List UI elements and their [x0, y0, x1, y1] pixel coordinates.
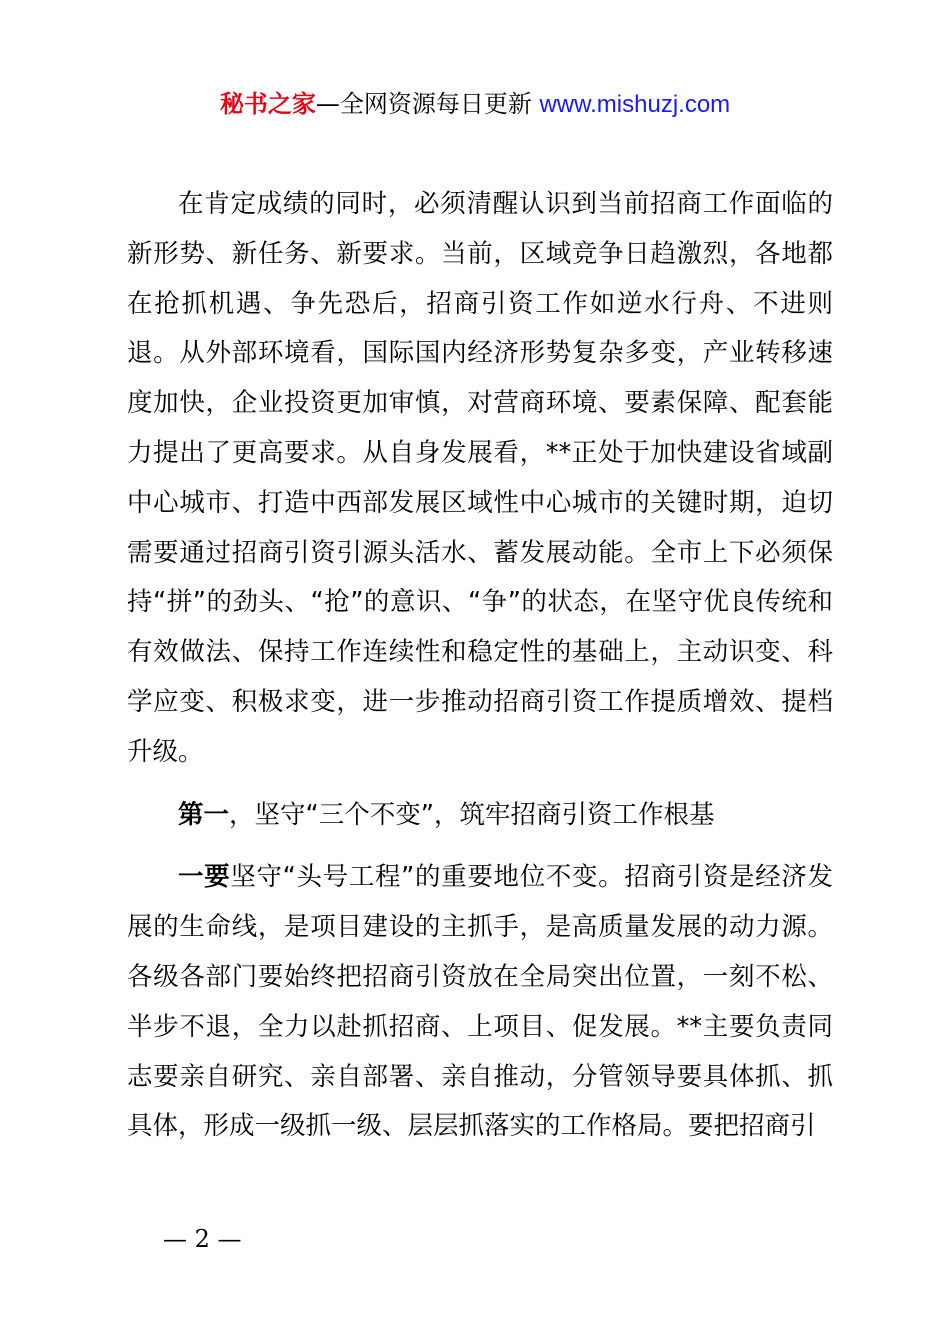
header-url-link[interactable]: www.mishuzj.com — [539, 91, 731, 118]
heading-lead: 第一 — [178, 799, 230, 830]
section-heading-first — [127, 791, 833, 841]
document-body — [127, 180, 833, 1152]
header-tagline: —全网资源每日更新 — [315, 90, 540, 118]
heading-text: ，坚守“三个不变”，筑牢招商引资工作根基 — [229, 799, 715, 830]
paragraph-text: 坚守“头号工程”的重要地位不变。招商引资是经济发展的生命线，是项目建设的主抓手，是高质量发展的动力源。各级各部门要始终把招商引资放在全局突出位置，一刻不松、半步不退，全力以赴抓招商、上项目、促发展。**主要负责同志要亲自研究、亲自部署、亲自推动，分管领导要具体抓、抓具体，形成一级抓一级、层层抓落实的工作格局。要把招商引 — [127, 862, 833, 1142]
paragraph-situation: 在肯定成绩的同时，必须清醒认识到当前招商工作面临的新形势、新任务、新要求。当前，区域竞争日趋激烈，各地都在抢抓机遇、争先恐后，招商引资工作如逆水行舟、不进则退。从外部环境看，国际国内经济形势复杂多变，产业转移速度加快，企业投资更加审慎，对营商环境、要素保障、配套能力提出了更高要求。从自身发展看，**正处于加快建设省域副中心城市、打造中西部发展区域性中心城市的关键时期，迫切需要通过招商引资引源头活水、蓄发展动能。全市上下必须保持“拼”的劲头、“抢”的意识、“争”的状态，在坚守优良传统和有效做法、保持工作连续性和稳定性的基础上，主动识变、科学应变、积极求变，进一步推动招商引资工作提质增效、提档升级。 — [127, 189, 833, 767]
header-brand: 秘书之家 — [219, 90, 316, 118]
paragraph-lead: 一要 — [178, 862, 231, 893]
page-header — [0, 86, 950, 123]
page-number: — 2 — — [163, 1225, 242, 1253]
paragraph-first-requirement — [127, 853, 833, 1152]
